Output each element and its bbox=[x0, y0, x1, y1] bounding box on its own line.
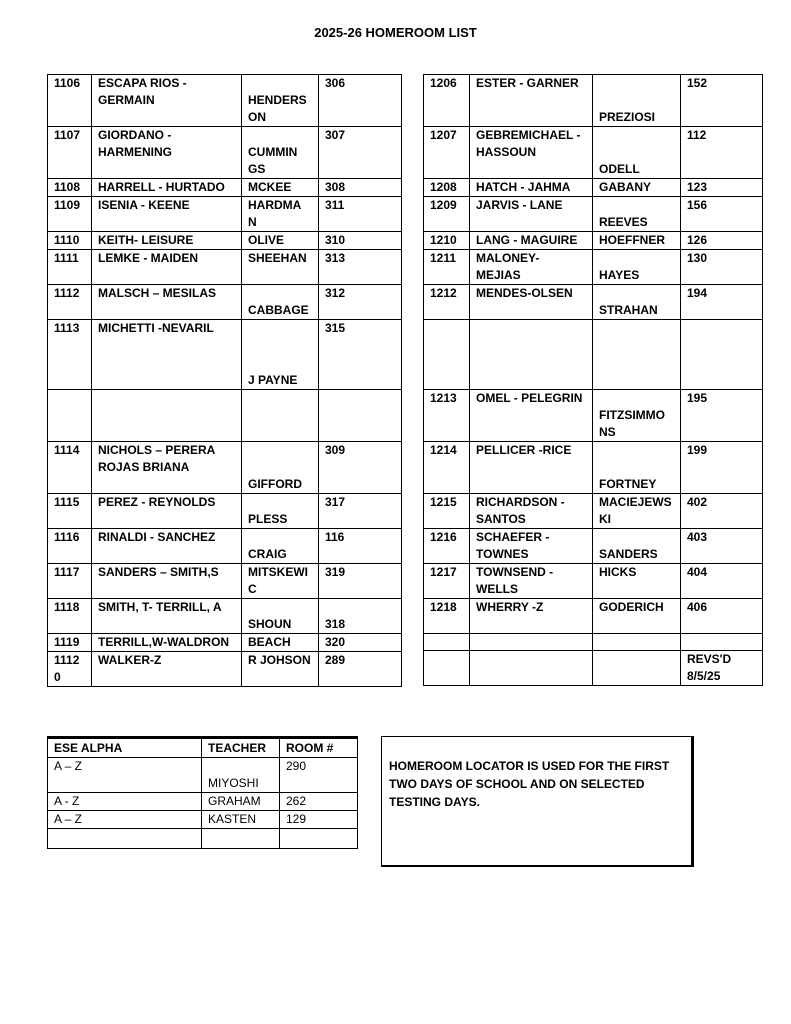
alpha-range: RINALDI - SANCHEZ bbox=[92, 529, 242, 564]
table-row bbox=[48, 179, 402, 197]
ese-alpha bbox=[48, 829, 202, 849]
room-number: 319 bbox=[319, 564, 402, 599]
table-row bbox=[48, 232, 402, 250]
table-row bbox=[424, 599, 763, 634]
table-row bbox=[48, 564, 402, 599]
homeroom-number: 1208 bbox=[424, 179, 470, 197]
alpha-range: SCHAEFER - TOWNES bbox=[470, 529, 593, 564]
teacher-name: HAYES bbox=[593, 250, 681, 285]
page-title: 2025-26 HOMEROOM LIST bbox=[314, 25, 477, 40]
alpha-range bbox=[470, 651, 593, 686]
table-row bbox=[424, 494, 763, 529]
table-row bbox=[48, 758, 358, 793]
homeroom-number: 1112 bbox=[48, 285, 92, 320]
room-number: 306 bbox=[319, 75, 402, 127]
teacher-name bbox=[242, 390, 319, 442]
room-number: 126 bbox=[681, 232, 763, 250]
ese-header-row bbox=[48, 738, 358, 758]
teacher-name bbox=[593, 634, 681, 651]
teacher-name: GABANY bbox=[593, 179, 681, 197]
alpha-range: TOWNSEND - WELLS bbox=[470, 564, 593, 599]
room-number: 315 bbox=[319, 320, 402, 390]
teacher-name: CUMMIN GS bbox=[242, 127, 319, 179]
room-number: 404 bbox=[681, 564, 763, 599]
room-number: 312 bbox=[319, 285, 402, 320]
table-row bbox=[48, 285, 402, 320]
teacher-name: REEVES bbox=[593, 197, 681, 232]
homeroom-number: 1118 bbox=[48, 599, 92, 634]
teacher-name: CRAIG bbox=[242, 529, 319, 564]
room-number: 406 bbox=[681, 599, 763, 634]
homeroom-number: 1209 bbox=[424, 197, 470, 232]
ese-alpha: A – Z bbox=[48, 811, 202, 829]
homeroom-number: 1106 bbox=[48, 75, 92, 127]
room-number bbox=[681, 320, 763, 390]
alpha-range: HATCH - JAHMA bbox=[470, 179, 593, 197]
alpha-range: ESTER - GARNER bbox=[470, 75, 593, 127]
ese-alpha: A - Z bbox=[48, 793, 202, 811]
teacher-name: HICKS bbox=[593, 564, 681, 599]
table-row bbox=[48, 442, 402, 494]
table-row bbox=[48, 390, 402, 442]
teacher-name: SHOUN bbox=[242, 599, 319, 634]
ese-room-header: ROOM # bbox=[280, 738, 358, 758]
teacher-name: SHEEHAN bbox=[242, 250, 319, 285]
room-number: 130 bbox=[681, 250, 763, 285]
table-row bbox=[424, 179, 763, 197]
homeroom-number: 1211 bbox=[424, 250, 470, 285]
table-row bbox=[424, 320, 763, 390]
homeroom-number: 1214 bbox=[424, 442, 470, 494]
homeroom-number: 1107 bbox=[48, 127, 92, 179]
teacher-name: PREZIOSI bbox=[593, 75, 681, 127]
homeroom-number bbox=[424, 320, 470, 390]
homeroom-number: 1217 bbox=[424, 564, 470, 599]
teacher-name: OLIVE bbox=[242, 232, 319, 250]
homeroom-number: 1206 bbox=[424, 75, 470, 127]
room-number: 112 bbox=[681, 127, 763, 179]
table-row bbox=[424, 634, 763, 651]
homeroom-number bbox=[424, 651, 470, 686]
ese-room: 290 bbox=[280, 758, 358, 793]
teacher-name: MACIEJEWS KI bbox=[593, 494, 681, 529]
ese-teacher: GRAHAM bbox=[202, 793, 280, 811]
ese-table bbox=[47, 736, 358, 849]
homeroom-number: 1112 0 bbox=[48, 652, 92, 687]
alpha-range: NICHOLS – PERERA ROJAS BRIANA bbox=[92, 442, 242, 494]
homeroom-number bbox=[424, 634, 470, 651]
ese-alpha: A – Z bbox=[48, 758, 202, 793]
alpha-range: MALONEY- MEJIAS bbox=[470, 250, 593, 285]
teacher-name: HARDMA N bbox=[242, 197, 319, 232]
teacher-name bbox=[593, 320, 681, 390]
homeroom-number: 1110 bbox=[48, 232, 92, 250]
homeroom-number: 1212 bbox=[424, 285, 470, 320]
alpha-range: OMEL - PELEGRIN bbox=[470, 390, 593, 442]
table-row bbox=[424, 529, 763, 564]
room-number: 307 bbox=[319, 127, 402, 179]
room-number: 156 bbox=[681, 197, 763, 232]
ese-alpha-header: ESE ALPHA bbox=[48, 738, 202, 758]
homeroom-number: 1215 bbox=[424, 494, 470, 529]
room-number: 317 bbox=[319, 494, 402, 529]
ese-room: 129 bbox=[280, 811, 358, 829]
room-number: 403 bbox=[681, 529, 763, 564]
table-row bbox=[48, 494, 402, 529]
alpha-range bbox=[470, 634, 593, 651]
teacher-name: J PAYNE bbox=[242, 320, 319, 390]
teacher-name: SANDERS bbox=[593, 529, 681, 564]
table-row bbox=[424, 390, 763, 442]
homeroom-table-right bbox=[423, 74, 763, 686]
room-number: 309 bbox=[319, 442, 402, 494]
table-row bbox=[48, 197, 402, 232]
alpha-range: LANG - MAGUIRE bbox=[470, 232, 593, 250]
alpha-range bbox=[470, 320, 593, 390]
alpha-range: JARVIS - LANE bbox=[470, 197, 593, 232]
teacher-name: PLESS bbox=[242, 494, 319, 529]
table-row bbox=[48, 529, 402, 564]
room-number: 152 bbox=[681, 75, 763, 127]
alpha-range: LEMKE - MAIDEN bbox=[92, 250, 242, 285]
room-number: 195 bbox=[681, 390, 763, 442]
homeroom-table-left bbox=[47, 74, 402, 687]
teacher-name: FORTNEY bbox=[593, 442, 681, 494]
ese-room bbox=[280, 829, 358, 849]
table-row bbox=[48, 599, 402, 634]
room-number bbox=[681, 634, 763, 651]
table-row bbox=[48, 829, 358, 849]
homeroom-number: 1114 bbox=[48, 442, 92, 494]
alpha-range: MALSCH – MESILAS bbox=[92, 285, 242, 320]
room-number: 116 bbox=[319, 529, 402, 564]
revision-date: REVS'D 8/5/25 bbox=[681, 651, 763, 686]
table-row bbox=[424, 127, 763, 179]
table-row bbox=[48, 320, 402, 390]
ese-room: 262 bbox=[280, 793, 358, 811]
table-row bbox=[424, 564, 763, 599]
room-number: 289 bbox=[319, 652, 402, 687]
room-number: 311 bbox=[319, 197, 402, 232]
table-row bbox=[424, 75, 763, 127]
homeroom-number: 1108 bbox=[48, 179, 92, 197]
alpha-range: KEITH- LEISURE bbox=[92, 232, 242, 250]
table-row bbox=[424, 197, 763, 232]
alpha-range: GIORDANO - HARMENING bbox=[92, 127, 242, 179]
alpha-range: WHERRY -Z bbox=[470, 599, 593, 634]
teacher-name: FITZSIMMO NS bbox=[593, 390, 681, 442]
alpha-range: HARRELL - HURTADO bbox=[92, 179, 242, 197]
room-number: 310 bbox=[319, 232, 402, 250]
table-row bbox=[424, 250, 763, 285]
room-number: 199 bbox=[681, 442, 763, 494]
room-number: 123 bbox=[681, 179, 763, 197]
teacher-name: HOEFFNER bbox=[593, 232, 681, 250]
table-row bbox=[424, 232, 763, 250]
alpha-range: WALKER-Z bbox=[92, 652, 242, 687]
teacher-name bbox=[593, 651, 681, 686]
table-row bbox=[48, 811, 358, 829]
alpha-range: PELLICER -RICE bbox=[470, 442, 593, 494]
room-number: 318 bbox=[319, 599, 402, 634]
teacher-name: GODERICH bbox=[593, 599, 681, 634]
teacher-name: STRAHAN bbox=[593, 285, 681, 320]
alpha-range: ISENIA - KEENE bbox=[92, 197, 242, 232]
ese-teacher: MIYOSHI bbox=[202, 758, 280, 793]
teacher-name: ODELL bbox=[593, 127, 681, 179]
homeroom-number: 1213 bbox=[424, 390, 470, 442]
homeroom-number: 1117 bbox=[48, 564, 92, 599]
homeroom-number: 1109 bbox=[48, 197, 92, 232]
teacher-name: MCKEE bbox=[242, 179, 319, 197]
table-row bbox=[424, 651, 763, 686]
teacher-name: GIFFORD bbox=[242, 442, 319, 494]
homeroom-locator-note: HOMEROOM LOCATOR IS USED FOR THE FIRST TWO DAYS OF SCHOOL AND ON SELECTED TESTING DAYS. bbox=[381, 736, 694, 867]
homeroom-number bbox=[48, 390, 92, 442]
table-row bbox=[48, 250, 402, 285]
homeroom-number: 1210 bbox=[424, 232, 470, 250]
table-row bbox=[48, 793, 358, 811]
alpha-range: GEBREMICHAEL - HASSOUN bbox=[470, 127, 593, 179]
homeroom-number: 1116 bbox=[48, 529, 92, 564]
ese-teacher bbox=[202, 829, 280, 849]
table-row bbox=[424, 442, 763, 494]
homeroom-number: 1216 bbox=[424, 529, 470, 564]
alpha-range: MICHETTI -NEVARIL bbox=[92, 320, 242, 390]
room-number: 402 bbox=[681, 494, 763, 529]
room-number: 313 bbox=[319, 250, 402, 285]
teacher-name: HENDERS ON bbox=[242, 75, 319, 127]
homeroom-number: 1207 bbox=[424, 127, 470, 179]
alpha-range: TERRILL,W-WALDRON bbox=[92, 634, 242, 652]
table-row bbox=[48, 652, 402, 687]
room-number: 320 bbox=[319, 634, 402, 652]
ese-teacher: KASTEN bbox=[202, 811, 280, 829]
alpha-range: ESCAPA RIOS - GERMAIN bbox=[92, 75, 242, 127]
teacher-name: MITSKEWI C bbox=[242, 564, 319, 599]
homeroom-number: 1119 bbox=[48, 634, 92, 652]
homeroom-number: 1111 bbox=[48, 250, 92, 285]
teacher-name: BEACH bbox=[242, 634, 319, 652]
alpha-range: MENDES-OLSEN bbox=[470, 285, 593, 320]
table-row bbox=[48, 127, 402, 179]
room-number bbox=[319, 390, 402, 442]
homeroom-number: 1115 bbox=[48, 494, 92, 529]
table-row bbox=[424, 285, 763, 320]
alpha-range bbox=[92, 390, 242, 442]
alpha-range: PEREZ - REYNOLDS bbox=[92, 494, 242, 529]
homeroom-number: 1113 bbox=[48, 320, 92, 390]
room-number: 194 bbox=[681, 285, 763, 320]
table-row bbox=[48, 634, 402, 652]
alpha-range: RICHARDSON - SANTOS bbox=[470, 494, 593, 529]
table-row bbox=[48, 75, 402, 127]
teacher-name: R JOHSON bbox=[242, 652, 319, 687]
homeroom-number: 1218 bbox=[424, 599, 470, 634]
room-number: 308 bbox=[319, 179, 402, 197]
alpha-range: SMITH, T- TERRILL, A bbox=[92, 599, 242, 634]
ese-teacher-header: TEACHER bbox=[202, 738, 280, 758]
teacher-name: CABBAGE bbox=[242, 285, 319, 320]
alpha-range: SANDERS – SMITH,S bbox=[92, 564, 242, 599]
